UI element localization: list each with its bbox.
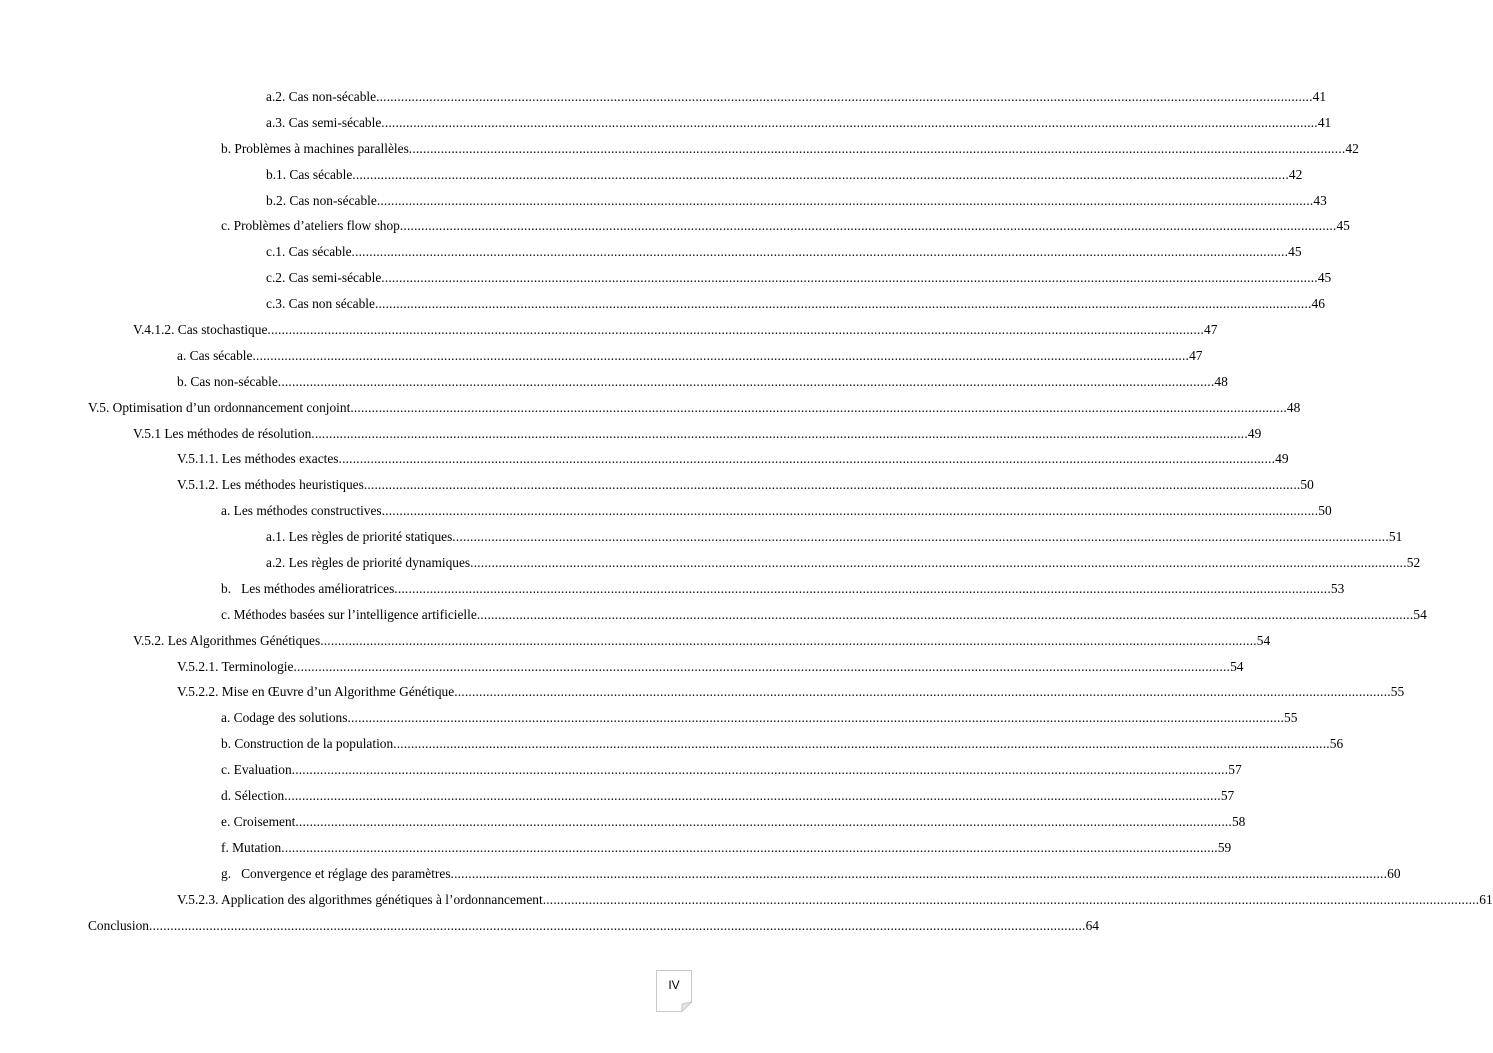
toc-entry-label: a.2. Cas non-sécable <box>266 89 377 104</box>
toc-entry-label: b. Les méthodes amélioratrices <box>221 580 395 596</box>
toc-entry-label: a. Les méthodes constructives <box>221 503 382 519</box>
toc-entry-page: 48 <box>1214 373 1228 389</box>
toc-entry-label: V.5.1.2. Les méthodes heuristiques <box>177 477 364 493</box>
toc-entry[interactable] <box>0 215 1350 241</box>
dot-leader <box>409 138 1346 160</box>
dot-leader <box>451 863 1388 885</box>
toc-entry[interactable] <box>0 915 1099 941</box>
toc-entry-label: a. Codage des solutions <box>221 710 348 726</box>
dot-leader <box>311 423 1248 445</box>
toc-entry-page: 56 <box>1329 736 1344 752</box>
dot-leader <box>394 578 1331 600</box>
toc-entry[interactable] <box>0 241 1302 267</box>
toc-entry-page: 54 <box>1230 658 1244 674</box>
toc-entry-page: 46 <box>1311 296 1325 312</box>
toc-entry-page: 42 <box>1345 140 1359 156</box>
toc-entry-page: 41 <box>1317 114 1332 130</box>
dot-leader <box>376 86 1313 108</box>
toc-entry[interactable] <box>0 811 1246 837</box>
toc-entry-page: 49 <box>1275 451 1289 467</box>
dot-leader <box>470 552 1407 574</box>
dot-leader <box>375 293 1312 315</box>
toc-entry-label: a.3. Cas semi-sécable <box>266 114 382 130</box>
toc-entry-label: V.5.2. Les Algorithmes Génétiques <box>133 632 321 648</box>
toc-entry[interactable] <box>0 397 1301 423</box>
dot-leader <box>400 215 1337 237</box>
dot-leader <box>454 681 1391 703</box>
toc-entry-page: 45 <box>1317 270 1332 286</box>
toc-entry-label: b.1. Cas sécable <box>266 166 353 182</box>
dot-leader <box>377 190 1314 212</box>
toc-entry[interactable] <box>0 681 1405 707</box>
toc-entry-page: 45 <box>1288 244 1302 260</box>
toc-entry-page: 41 <box>1312 89 1327 104</box>
dot-leader <box>278 371 1215 393</box>
dot-leader <box>452 526 1389 548</box>
toc-entry-label: c. Méthodes basées sur l’intelligence artificielle <box>221 606 477 622</box>
dot-leader <box>543 889 1480 911</box>
toc-entry-label: b. Problèmes à machines parallèles <box>221 140 409 156</box>
toc-entry-page: 55 <box>1390 684 1405 700</box>
toc-entry-label: a.1. Les règles de priorité statiques <box>266 529 453 545</box>
page-number: IV <box>668 978 680 992</box>
toc-entry-page: 50 <box>1300 477 1314 493</box>
toc-entry-page: 54 <box>1256 632 1271 648</box>
toc-entry[interactable] <box>0 190 1327 216</box>
toc-entry-label: V.4.1.2. Cas stochastique <box>133 322 268 338</box>
dot-leader <box>281 837 1218 859</box>
dot-leader <box>381 112 1318 134</box>
toc-entry-label: V.5.2.1. Terminologie <box>177 658 294 674</box>
table-of-contents <box>0 86 1493 940</box>
toc-entry-label: c.2. Cas semi-sécable <box>266 270 382 286</box>
toc-entry[interactable] <box>0 267 1332 293</box>
toc-entry[interactable] <box>0 474 1314 500</box>
toc-entry[interactable] <box>0 889 1493 915</box>
toc-entry[interactable] <box>0 759 1242 785</box>
toc-entry-page: 60 <box>1387 865 1401 881</box>
toc-entry[interactable] <box>0 293 1325 319</box>
dot-leader <box>284 785 1221 807</box>
dot-leader <box>149 915 1086 937</box>
dot-leader <box>320 630 1257 652</box>
toc-entry[interactable] <box>0 448 1289 474</box>
toc-entry[interactable] <box>0 630 1271 656</box>
toc-entry-label: V.5. Optimisation d’un ordonnancement conjoint <box>88 399 351 415</box>
toc-entry[interactable] <box>0 371 1228 397</box>
toc-entry-label: c.1. Cas sécable <box>266 244 352 260</box>
toc-entry-page: 54 <box>1413 606 1427 622</box>
toc-entry-label: d. Sélection <box>221 788 285 804</box>
toc-entry-page: 64 <box>1085 917 1099 933</box>
toc-entry-label: Conclusion <box>88 917 150 933</box>
toc-entry-label: V.5.1.1. Les méthodes exactes <box>177 451 339 467</box>
toc-entry-page: 45 <box>1336 218 1350 234</box>
toc-entry-page: 50 <box>1318 503 1332 519</box>
toc-entry-label: c.3. Cas non sécable <box>266 296 375 312</box>
toc-entry[interactable] <box>0 707 1298 733</box>
toc-entry-page: 55 <box>1284 710 1298 726</box>
toc-entry-label: V.5.2.3. Application des algorithmes génétiques à l’ordonnancement <box>177 891 543 907</box>
dot-leader <box>350 397 1287 419</box>
toc-entry[interactable] <box>0 526 1403 552</box>
dot-leader <box>267 319 1204 341</box>
dot-leader <box>352 164 1289 186</box>
toc-entry[interactable] <box>0 86 1327 112</box>
toc-entry-page: 57 <box>1228 762 1242 778</box>
toc-entry[interactable] <box>0 733 1344 759</box>
toc-entry-page: 53 <box>1330 580 1345 596</box>
toc-entry[interactable] <box>0 863 1401 889</box>
toc-entry-page: 57 <box>1220 788 1235 804</box>
toc-entry-label: a. Cas sécable <box>177 347 253 363</box>
toc-entry-label: V.5.1 Les méthodes de résolution <box>133 425 312 441</box>
toc-entry-label: V.5.2.2. Mise en Œuvre d’un Algorithme Génétique <box>177 684 455 700</box>
toc-entry-page: 59 <box>1217 839 1232 855</box>
toc-entry-label: b. Cas non-sécable <box>177 373 278 389</box>
toc-entry-page: 47 <box>1204 322 1218 338</box>
toc-entry[interactable] <box>0 138 1359 164</box>
toc-entry-page: 42 <box>1288 166 1303 182</box>
dot-leader <box>339 448 1276 470</box>
toc-entry-label: c. Problèmes d’ateliers flow shop <box>221 218 400 234</box>
toc-entry-page: 61 <box>1479 891 1493 907</box>
dot-leader <box>347 707 1284 729</box>
toc-entry-page: 49 <box>1247 425 1262 441</box>
dot-leader <box>477 604 1414 626</box>
dot-leader <box>352 241 1289 263</box>
toc-entry[interactable] <box>0 552 1421 578</box>
toc-entry-label: e. Croisement <box>221 813 296 829</box>
toc-entry[interactable] <box>0 578 1345 604</box>
toc-entry[interactable] <box>0 345 1203 371</box>
dot-leader <box>252 345 1189 367</box>
dot-leader <box>393 733 1330 755</box>
dot-leader <box>382 500 1319 522</box>
toc-entry-page: 51 <box>1388 529 1403 545</box>
toc-entry[interactable] <box>0 112 1332 138</box>
dot-leader <box>293 656 1230 678</box>
toc-entry[interactable] <box>0 164 1303 190</box>
toc-entry[interactable] <box>0 604 1427 630</box>
toc-entry[interactable] <box>0 500 1332 526</box>
toc-entry-page: 47 <box>1189 347 1203 363</box>
toc-entry[interactable] <box>0 785 1235 811</box>
page-number-tab <box>656 970 692 1012</box>
toc-entry-label: f. Mutation <box>221 839 282 855</box>
toc-entry-label: b. Construction de la population <box>221 736 394 752</box>
toc-entry-page: 58 <box>1231 813 1246 829</box>
dot-leader <box>381 267 1318 289</box>
dot-leader <box>364 474 1301 496</box>
toc-entry-label: g. Convergence et réglage des paramètres <box>221 865 451 881</box>
toc-entry[interactable] <box>0 423 1262 449</box>
dot-leader <box>295 811 1232 833</box>
toc-entry-page: 52 <box>1406 555 1421 571</box>
toc-entry[interactable] <box>0 319 1218 345</box>
toc-entry-page: 48 <box>1286 399 1301 415</box>
toc-entry[interactable] <box>0 837 1232 863</box>
toc-entry-label: c. Evaluation <box>221 762 292 778</box>
toc-entry-page: 43 <box>1313 192 1327 208</box>
toc-entry-label: b.2. Cas non-sécable <box>266 192 377 208</box>
dot-leader <box>292 759 1229 781</box>
toc-entry[interactable] <box>0 656 1244 682</box>
toc-entry-label: a.2. Les règles de priorité dynamiques <box>266 555 471 571</box>
